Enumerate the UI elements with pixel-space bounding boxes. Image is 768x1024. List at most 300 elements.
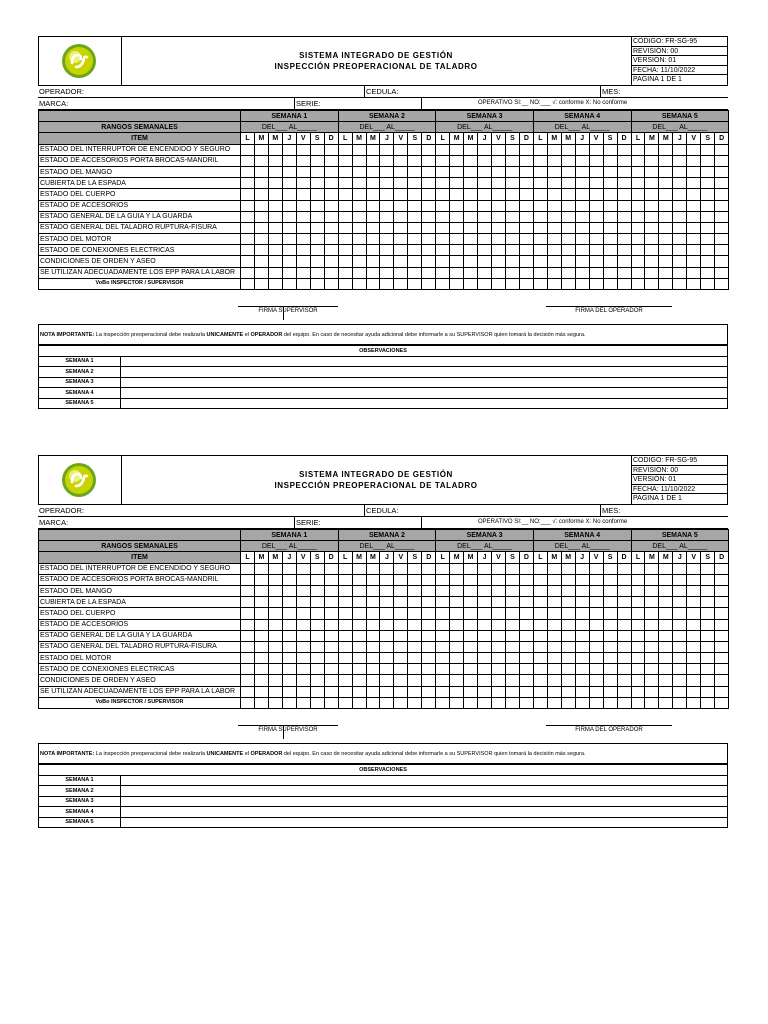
check-cell[interactable] xyxy=(505,178,519,189)
check-cell[interactable] xyxy=(324,166,338,177)
vobo-cell[interactable] xyxy=(282,697,296,708)
check-cell[interactable] xyxy=(589,178,603,189)
check-cell[interactable] xyxy=(631,686,645,697)
check-cell[interactable] xyxy=(715,675,729,686)
check-cell[interactable] xyxy=(519,211,533,222)
vobo-cell[interactable] xyxy=(603,278,617,289)
check-cell[interactable] xyxy=(617,675,631,686)
check-cell[interactable] xyxy=(659,189,673,200)
check-cell[interactable] xyxy=(366,178,380,189)
observacion-field[interactable] xyxy=(121,377,728,388)
vobo-cell[interactable] xyxy=(436,278,450,289)
check-cell[interactable] xyxy=(478,574,492,585)
check-cell[interactable] xyxy=(282,686,296,697)
check-cell[interactable] xyxy=(380,245,394,256)
check-cell[interactable] xyxy=(561,234,575,245)
check-cell[interactable] xyxy=(366,211,380,222)
check-cell[interactable] xyxy=(254,234,268,245)
check-cell[interactable] xyxy=(617,178,631,189)
check-cell[interactable] xyxy=(268,211,282,222)
check-cell[interactable] xyxy=(645,608,659,619)
check-cell[interactable] xyxy=(394,222,408,233)
check-cell[interactable] xyxy=(533,267,547,278)
check-cell[interactable] xyxy=(408,200,422,211)
check-cell[interactable] xyxy=(589,608,603,619)
check-cell[interactable] xyxy=(603,234,617,245)
vobo-cell[interactable] xyxy=(394,697,408,708)
check-cell[interactable] xyxy=(659,144,673,155)
check-cell[interactable] xyxy=(324,686,338,697)
check-cell[interactable] xyxy=(422,653,436,664)
check-cell[interactable] xyxy=(575,608,589,619)
check-cell[interactable] xyxy=(254,574,268,585)
check-cell[interactable] xyxy=(687,574,701,585)
check-cell[interactable] xyxy=(519,222,533,233)
check-cell[interactable] xyxy=(547,189,561,200)
check-cell[interactable] xyxy=(701,178,715,189)
check-cell[interactable] xyxy=(464,574,478,585)
check-cell[interactable] xyxy=(241,155,255,166)
check-cell[interactable] xyxy=(505,641,519,652)
check-cell[interactable] xyxy=(631,222,645,233)
vobo-cell[interactable] xyxy=(645,697,659,708)
check-cell[interactable] xyxy=(631,641,645,652)
check-cell[interactable] xyxy=(254,675,268,686)
check-cell[interactable] xyxy=(478,200,492,211)
check-cell[interactable] xyxy=(241,200,255,211)
vobo-cell[interactable] xyxy=(701,278,715,289)
check-cell[interactable] xyxy=(547,563,561,574)
vobo-cell[interactable] xyxy=(380,697,394,708)
check-cell[interactable] xyxy=(631,267,645,278)
check-cell[interactable] xyxy=(617,256,631,267)
check-cell[interactable] xyxy=(268,619,282,630)
check-cell[interactable] xyxy=(687,641,701,652)
check-cell[interactable] xyxy=(715,608,729,619)
check-cell[interactable] xyxy=(450,267,464,278)
check-cell[interactable] xyxy=(366,619,380,630)
vobo-cell[interactable] xyxy=(645,278,659,289)
check-cell[interactable] xyxy=(673,675,687,686)
check-cell[interactable] xyxy=(394,200,408,211)
check-cell[interactable] xyxy=(394,675,408,686)
check-cell[interactable] xyxy=(254,619,268,630)
vobo-cell[interactable] xyxy=(673,278,687,289)
check-cell[interactable] xyxy=(380,675,394,686)
check-cell[interactable] xyxy=(380,686,394,697)
check-cell[interactable] xyxy=(617,234,631,245)
check-cell[interactable] xyxy=(645,166,659,177)
check-cell[interactable] xyxy=(561,608,575,619)
check-cell[interactable] xyxy=(408,608,422,619)
check-cell[interactable] xyxy=(492,630,506,641)
check-cell[interactable] xyxy=(519,144,533,155)
check-cell[interactable] xyxy=(631,200,645,211)
check-cell[interactable] xyxy=(422,574,436,585)
check-cell[interactable] xyxy=(282,189,296,200)
check-cell[interactable] xyxy=(464,619,478,630)
check-cell[interactable] xyxy=(701,234,715,245)
check-cell[interactable] xyxy=(687,608,701,619)
check-cell[interactable] xyxy=(422,608,436,619)
check-cell[interactable] xyxy=(645,222,659,233)
check-cell[interactable] xyxy=(478,641,492,652)
check-cell[interactable] xyxy=(282,653,296,664)
check-cell[interactable] xyxy=(575,178,589,189)
check-cell[interactable] xyxy=(268,267,282,278)
check-cell[interactable] xyxy=(422,234,436,245)
check-cell[interactable] xyxy=(296,222,310,233)
check-cell[interactable] xyxy=(450,597,464,608)
vobo-cell[interactable] xyxy=(519,278,533,289)
check-cell[interactable] xyxy=(408,144,422,155)
check-cell[interactable] xyxy=(268,222,282,233)
check-cell[interactable] xyxy=(673,585,687,596)
check-cell[interactable] xyxy=(631,189,645,200)
check-cell[interactable] xyxy=(296,608,310,619)
vobo-cell[interactable] xyxy=(603,697,617,708)
check-cell[interactable] xyxy=(422,144,436,155)
check-cell[interactable] xyxy=(603,563,617,574)
check-cell[interactable] xyxy=(547,664,561,675)
check-cell[interactable] xyxy=(241,608,255,619)
check-cell[interactable] xyxy=(519,563,533,574)
check-cell[interactable] xyxy=(310,211,324,222)
check-cell[interactable] xyxy=(561,585,575,596)
check-cell[interactable] xyxy=(436,563,450,574)
check-cell[interactable] xyxy=(645,155,659,166)
check-cell[interactable] xyxy=(617,211,631,222)
check-cell[interactable] xyxy=(505,585,519,596)
check-cell[interactable] xyxy=(478,585,492,596)
check-cell[interactable] xyxy=(241,597,255,608)
vobo-cell[interactable] xyxy=(617,697,631,708)
check-cell[interactable] xyxy=(436,211,450,222)
check-cell[interactable] xyxy=(408,653,422,664)
check-cell[interactable] xyxy=(575,256,589,267)
check-cell[interactable] xyxy=(673,256,687,267)
check-cell[interactable] xyxy=(701,664,715,675)
vobo-cell[interactable] xyxy=(310,278,324,289)
check-cell[interactable] xyxy=(645,144,659,155)
check-cell[interactable] xyxy=(366,200,380,211)
check-cell[interactable] xyxy=(408,563,422,574)
check-cell[interactable] xyxy=(338,574,352,585)
vobo-cell[interactable] xyxy=(519,697,533,708)
check-cell[interactable] xyxy=(715,256,729,267)
check-cell[interactable] xyxy=(422,585,436,596)
check-cell[interactable] xyxy=(492,653,506,664)
check-cell[interactable] xyxy=(366,234,380,245)
check-cell[interactable] xyxy=(282,155,296,166)
check-cell[interactable] xyxy=(310,574,324,585)
check-cell[interactable] xyxy=(338,211,352,222)
check-cell[interactable] xyxy=(478,675,492,686)
check-cell[interactable] xyxy=(505,597,519,608)
check-cell[interactable] xyxy=(338,686,352,697)
check-cell[interactable] xyxy=(464,267,478,278)
check-cell[interactable] xyxy=(268,630,282,641)
check-cell[interactable] xyxy=(324,664,338,675)
check-cell[interactable] xyxy=(575,234,589,245)
check-cell[interactable] xyxy=(519,664,533,675)
vobo-cell[interactable] xyxy=(478,278,492,289)
check-cell[interactable] xyxy=(366,222,380,233)
check-cell[interactable] xyxy=(464,664,478,675)
check-cell[interactable] xyxy=(575,585,589,596)
check-cell[interactable] xyxy=(659,686,673,697)
vobo-cell[interactable] xyxy=(366,278,380,289)
check-cell[interactable] xyxy=(687,234,701,245)
vobo-cell[interactable] xyxy=(575,697,589,708)
check-cell[interactable] xyxy=(324,597,338,608)
check-cell[interactable] xyxy=(436,641,450,652)
check-cell[interactable] xyxy=(338,189,352,200)
check-cell[interactable] xyxy=(282,211,296,222)
vobo-cell[interactable] xyxy=(408,278,422,289)
check-cell[interactable] xyxy=(687,155,701,166)
check-cell[interactable] xyxy=(254,585,268,596)
check-cell[interactable] xyxy=(241,234,255,245)
check-cell[interactable] xyxy=(338,166,352,177)
check-cell[interactable] xyxy=(631,653,645,664)
check-cell[interactable] xyxy=(310,653,324,664)
check-cell[interactable] xyxy=(673,630,687,641)
check-cell[interactable] xyxy=(296,178,310,189)
check-cell[interactable] xyxy=(282,178,296,189)
check-cell[interactable] xyxy=(673,211,687,222)
check-cell[interactable] xyxy=(478,619,492,630)
check-cell[interactable] xyxy=(436,144,450,155)
check-cell[interactable] xyxy=(533,189,547,200)
check-cell[interactable] xyxy=(589,563,603,574)
check-cell[interactable] xyxy=(352,619,366,630)
check-cell[interactable] xyxy=(659,267,673,278)
check-cell[interactable] xyxy=(505,574,519,585)
check-cell[interactable] xyxy=(561,653,575,664)
check-cell[interactable] xyxy=(422,641,436,652)
check-cell[interactable] xyxy=(296,675,310,686)
check-cell[interactable] xyxy=(380,608,394,619)
check-cell[interactable] xyxy=(422,166,436,177)
check-cell[interactable] xyxy=(282,597,296,608)
check-cell[interactable] xyxy=(533,686,547,697)
check-cell[interactable] xyxy=(673,189,687,200)
check-cell[interactable] xyxy=(673,563,687,574)
check-cell[interactable] xyxy=(464,178,478,189)
check-cell[interactable] xyxy=(492,686,506,697)
check-cell[interactable] xyxy=(533,653,547,664)
check-cell[interactable] xyxy=(422,211,436,222)
check-cell[interactable] xyxy=(464,608,478,619)
check-cell[interactable] xyxy=(464,630,478,641)
check-cell[interactable] xyxy=(464,675,478,686)
check-cell[interactable] xyxy=(492,641,506,652)
check-cell[interactable] xyxy=(505,222,519,233)
check-cell[interactable] xyxy=(617,641,631,652)
check-cell[interactable] xyxy=(324,189,338,200)
vobo-cell[interactable] xyxy=(617,278,631,289)
check-cell[interactable] xyxy=(561,178,575,189)
check-cell[interactable] xyxy=(617,155,631,166)
check-cell[interactable] xyxy=(324,178,338,189)
check-cell[interactable] xyxy=(352,641,366,652)
check-cell[interactable] xyxy=(659,256,673,267)
check-cell[interactable] xyxy=(589,619,603,630)
check-cell[interactable] xyxy=(436,245,450,256)
vobo-cell[interactable] xyxy=(659,278,673,289)
check-cell[interactable] xyxy=(561,686,575,697)
check-cell[interactable] xyxy=(533,234,547,245)
check-cell[interactable] xyxy=(450,155,464,166)
check-cell[interactable] xyxy=(673,619,687,630)
check-cell[interactable] xyxy=(519,619,533,630)
vobo-cell[interactable] xyxy=(352,278,366,289)
check-cell[interactable] xyxy=(492,619,506,630)
vobo-cell[interactable] xyxy=(241,697,255,708)
check-cell[interactable] xyxy=(296,234,310,245)
check-cell[interactable] xyxy=(296,630,310,641)
check-cell[interactable] xyxy=(673,222,687,233)
check-cell[interactable] xyxy=(478,653,492,664)
check-cell[interactable] xyxy=(715,189,729,200)
check-cell[interactable] xyxy=(561,597,575,608)
check-cell[interactable] xyxy=(394,653,408,664)
check-cell[interactable] xyxy=(436,585,450,596)
check-cell[interactable] xyxy=(436,608,450,619)
check-cell[interactable] xyxy=(715,245,729,256)
check-cell[interactable] xyxy=(687,664,701,675)
check-cell[interactable] xyxy=(575,222,589,233)
check-cell[interactable] xyxy=(450,574,464,585)
check-cell[interactable] xyxy=(450,641,464,652)
check-cell[interactable] xyxy=(324,256,338,267)
check-cell[interactable] xyxy=(296,144,310,155)
check-cell[interactable] xyxy=(394,608,408,619)
check-cell[interactable] xyxy=(394,267,408,278)
check-cell[interactable] xyxy=(589,256,603,267)
observacion-field[interactable] xyxy=(121,817,728,828)
check-cell[interactable] xyxy=(394,189,408,200)
check-cell[interactable] xyxy=(366,245,380,256)
check-cell[interactable] xyxy=(282,664,296,675)
check-cell[interactable] xyxy=(603,585,617,596)
check-cell[interactable] xyxy=(603,155,617,166)
check-cell[interactable] xyxy=(241,211,255,222)
check-cell[interactable] xyxy=(561,641,575,652)
check-cell[interactable] xyxy=(352,563,366,574)
check-cell[interactable] xyxy=(352,222,366,233)
check-cell[interactable] xyxy=(324,653,338,664)
check-cell[interactable] xyxy=(394,563,408,574)
check-cell[interactable] xyxy=(282,585,296,596)
check-cell[interactable] xyxy=(310,664,324,675)
check-cell[interactable] xyxy=(366,675,380,686)
check-cell[interactable] xyxy=(617,619,631,630)
check-cell[interactable] xyxy=(603,144,617,155)
check-cell[interactable] xyxy=(715,585,729,596)
check-cell[interactable] xyxy=(422,245,436,256)
check-cell[interactable] xyxy=(366,608,380,619)
check-cell[interactable] xyxy=(422,686,436,697)
check-cell[interactable] xyxy=(296,641,310,652)
check-cell[interactable] xyxy=(547,256,561,267)
check-cell[interactable] xyxy=(715,563,729,574)
check-cell[interactable] xyxy=(324,155,338,166)
check-cell[interactable] xyxy=(547,155,561,166)
vobo-cell[interactable] xyxy=(505,697,519,708)
check-cell[interactable] xyxy=(547,200,561,211)
check-cell[interactable] xyxy=(659,585,673,596)
check-cell[interactable] xyxy=(547,630,561,641)
check-cell[interactable] xyxy=(436,256,450,267)
check-cell[interactable] xyxy=(436,166,450,177)
check-cell[interactable] xyxy=(282,608,296,619)
vobo-cell[interactable] xyxy=(589,278,603,289)
vobo-cell[interactable] xyxy=(464,278,478,289)
check-cell[interactable] xyxy=(422,178,436,189)
check-cell[interactable] xyxy=(380,653,394,664)
vobo-cell[interactable] xyxy=(422,278,436,289)
vobo-cell[interactable] xyxy=(380,278,394,289)
check-cell[interactable] xyxy=(547,597,561,608)
check-cell[interactable] xyxy=(575,675,589,686)
check-cell[interactable] xyxy=(352,664,366,675)
check-cell[interactable] xyxy=(505,653,519,664)
check-cell[interactable] xyxy=(492,256,506,267)
check-cell[interactable] xyxy=(380,597,394,608)
check-cell[interactable] xyxy=(254,256,268,267)
check-cell[interactable] xyxy=(617,686,631,697)
check-cell[interactable] xyxy=(450,664,464,675)
check-cell[interactable] xyxy=(436,619,450,630)
check-cell[interactable] xyxy=(492,211,506,222)
check-cell[interactable] xyxy=(268,574,282,585)
check-cell[interactable] xyxy=(464,686,478,697)
check-cell[interactable] xyxy=(422,155,436,166)
check-cell[interactable] xyxy=(436,234,450,245)
check-cell[interactable] xyxy=(715,178,729,189)
check-cell[interactable] xyxy=(492,245,506,256)
check-cell[interactable] xyxy=(659,155,673,166)
check-cell[interactable] xyxy=(352,608,366,619)
check-cell[interactable] xyxy=(268,189,282,200)
check-cell[interactable] xyxy=(603,267,617,278)
check-cell[interactable] xyxy=(268,144,282,155)
check-cell[interactable] xyxy=(575,653,589,664)
check-cell[interactable] xyxy=(408,585,422,596)
check-cell[interactable] xyxy=(715,222,729,233)
check-cell[interactable] xyxy=(561,675,575,686)
check-cell[interactable] xyxy=(394,155,408,166)
check-cell[interactable] xyxy=(338,630,352,641)
check-cell[interactable] xyxy=(338,597,352,608)
check-cell[interactable] xyxy=(505,200,519,211)
check-cell[interactable] xyxy=(310,155,324,166)
check-cell[interactable] xyxy=(701,144,715,155)
check-cell[interactable] xyxy=(589,234,603,245)
check-cell[interactable] xyxy=(687,178,701,189)
check-cell[interactable] xyxy=(450,222,464,233)
check-cell[interactable] xyxy=(659,653,673,664)
vobo-cell[interactable] xyxy=(533,697,547,708)
check-cell[interactable] xyxy=(547,166,561,177)
check-cell[interactable] xyxy=(617,653,631,664)
check-cell[interactable] xyxy=(645,619,659,630)
check-cell[interactable] xyxy=(380,155,394,166)
check-cell[interactable] xyxy=(366,563,380,574)
check-cell[interactable] xyxy=(589,686,603,697)
